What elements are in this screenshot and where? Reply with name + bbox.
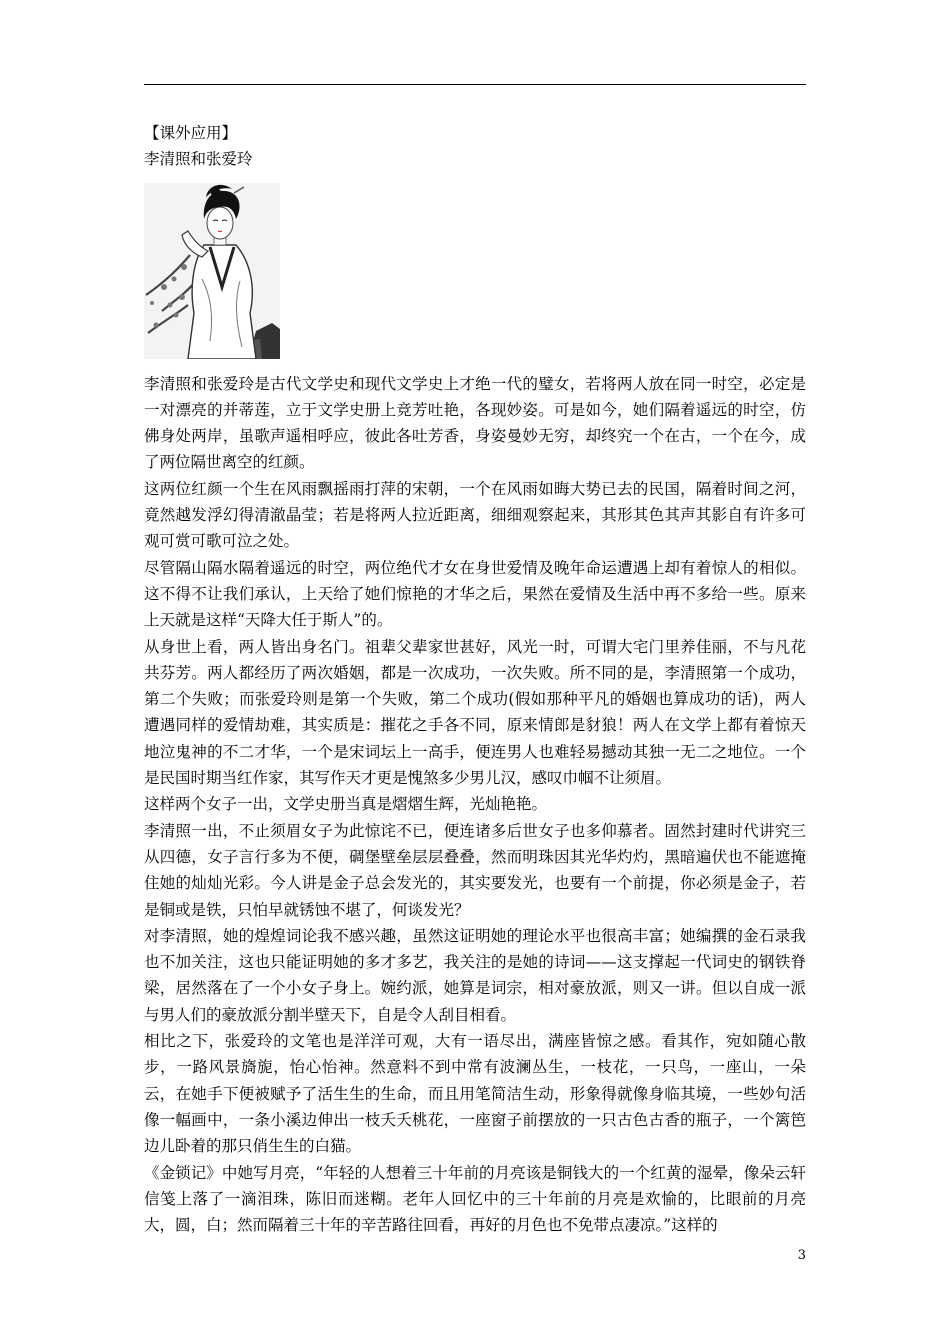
- paragraph-1: 李清照和张爱玲是古代文学史和现代文学史上才绝一代的璧女，若将两人放在同一时空，必定是一对漂亮的并蒂莲，立于文学史册上竞芳吐艳，各现妙姿。可是如今，她们隔着遥远的时空，仿佛身处两岸，虽歌声遥相呼应，彼此各吐芳香，身姿曼妙无穷，却终究一个在古，一个在今，成了两位隔世离空的红颜。: [144, 374, 806, 472]
- paragraph-3: 尽管隔山隔水隔着遥远的时空，两位绝代才女在身世爱情及晚年命运遭遇上却有着惊人的相似。这不得不让我们承认，上天给了她们惊艳的才华之后，果然在爱情及生活中再不多给一些。原来上天就是这样“天降大任于斯人”的。: [144, 558, 806, 630]
- paragraph-2: 这两位红颜一个生在风雨飘摇雨打萍的宋朝，一个在风雨如晦大势已去的民国，隔着时间之河，竟然越发浮幻得清澈晶莹；若是将两人拉近距离，细细观察起来，其形其色其声其影自有许多可观可赏可歌可泣之处。: [144, 479, 806, 551]
- paragraph-7: 对李清照，她的煌煌词论我不感兴趣，虽然这证明她的理论水平也很高丰富；她编撰的金石录我也不加关注，这也只能证明她的多才多艺，我关注的是她的诗词——这支撑起一代词史的钢铁脊梁，居然落在了一个小女子身上。婉约派，她算是词宗，相对豪放派，则又一讲。但以自成一派与男人们的豪放派分割半壁天下，自是令人刮目相看。: [144, 926, 806, 1024]
- page-number: 3: [797, 1248, 806, 1263]
- portrait-illustration: [144, 183, 280, 359]
- paragraph-5: 这样两个女子一出，文学史册当真是熠熠生辉，光灿艳艳。: [144, 795, 548, 814]
- header-rule: [144, 84, 806, 85]
- article-title: 李清照和张爱玲: [144, 150, 253, 169]
- paragraph-4: 从身世上看，两人皆出身名门。祖辈父辈家世甚好，风光一时，可谓大宅门里养佳丽，不与凡花共芬芳。两人都经历了两次婚姻，都是一次成功，一次失败。所不同的是，李清照第一个成功，第二个失败；而张爱玲则是第一个失败，第二个成功(假如那种平凡的婚姻也算成功的话)，两人遭遇同样的爱情劫难，其实质是：摧花之手各不同，原来情郎是豺狼！两人在文学上都有着惊天地泣鬼神的不二才华，一个是宋词坛上一高手，便连男人也难轻易撼动其独一无二之地位。一个是民国时期当红作家，其写作天才更是愧煞多少男儿汉，感叹巾帼不让须眉。: [144, 637, 806, 788]
- page-content: [144, 120, 806, 1238]
- section-label: 【课外应用】: [144, 124, 238, 142]
- paragraph-6: 李清照一出，不止须眉女子为此惊诧不已，便连诸多后世女子也多仰慕者。固然封建时代讲究三从四德，女子言行多为不便，碉堡壁垒层层叠叠，然而明珠因其光华灼灼，黑暗遍伏也不能遮掩住她的灿灿光彩。今人讲是金子总会发光的，其实要发光，也要有一个前提，你必须是金子，若是铜或是铁，只怕早就锈蚀不堪了，何谈发光？: [144, 821, 806, 919]
- paragraph-9: 《金锁记》中她写月亮，“年轻的人想着三十年前的月亮该是铜钱大的一个红黄的湿晕，像朵云轩信笺上落了一滴泪珠，陈旧而迷糊。老年人回忆中的三十年前的月亮是欢愉的，比眼前的月亮大，圆，白；然而隔着三十年的辛苦路往回看，再好的月色也不免带点凄凉。”这样的: [144, 1163, 806, 1235]
- paragraph-8: 相比之下，张爱玲的文笔也是洋洋可观，大有一语尽出，满座皆惊之感。看其作，宛如随心散步，一路风景旖旎，怡心怡神。然意料不到中常有波澜丛生，一枝花，一只鸟，一座山，一朵云，在她手下便被赋予了活生生的生命，而且用笔简洁生动，形象得就像身临其境，一些妙句活像一幅画中，一条小溪边伸出一枝夭夭桃花，一座窗子前摆放的一只古色古香的瓶子，一个篱笆边儿卧着的那只俏生生的白猫。: [144, 1032, 806, 1156]
